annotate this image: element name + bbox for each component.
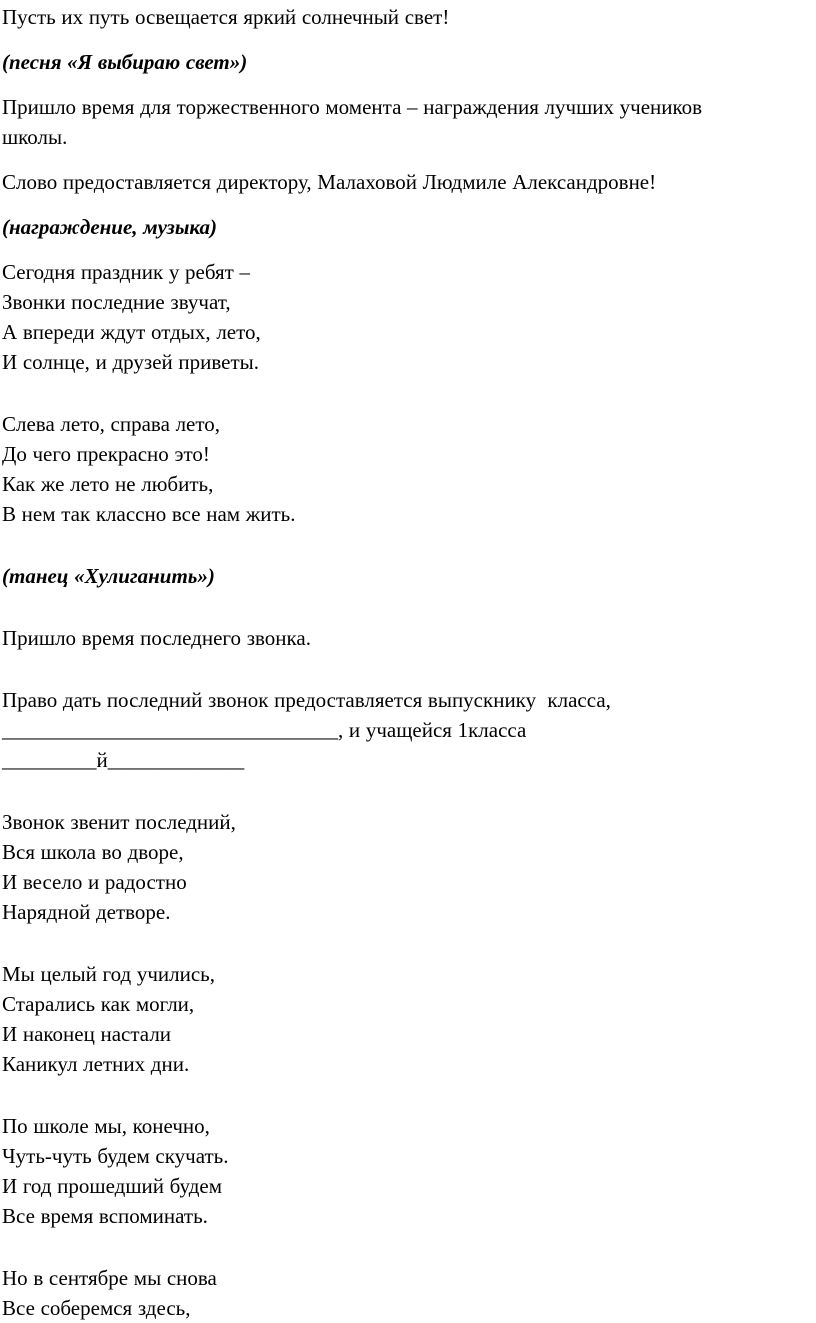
text-line: И наконец настали [2,1022,172,1046]
text-line: Пришло время для торжественного момента – награждения лучших учеников [2,95,703,119]
text-line: Звонки последние звучат, [2,290,231,314]
text-line: (награждение, музыка) [2,215,218,239]
text-line: Право дать последний звонок предоставляется выпускнику класса, [2,688,611,712]
stage-direction-paragraph [2,212,812,242]
text-paragraph [2,257,812,377]
document-body [2,2,812,1323]
text-line: Слово предоставляется директору, Малаховой Людмиле Александровне! [2,170,657,194]
text-line: Мы целый год учились, [2,962,216,986]
text-paragraph [2,1111,812,1231]
text-line: Чуть-чуть будем скучать. [2,1144,229,1168]
text-line: Как же лето не любить, [2,472,214,496]
text-line: И год прошедший будем [2,1174,222,1198]
text-line: Сегодня праздник у ребят – [2,260,250,284]
text-paragraph [2,92,812,152]
text-paragraph [2,807,812,927]
text-paragraph [2,1263,812,1323]
text-line: Все соберемся здесь, [2,1296,191,1320]
text-line: Все время вспоминать. [2,1204,208,1228]
text-line: А впереди ждут отдых, лето, [2,320,261,344]
text-line: Звонок звенит последний, [2,810,236,834]
text-line: Пришло время последнего звонка. [2,626,311,650]
text-line: Нарядной детворе. [2,900,171,924]
text-line: школы. [2,125,68,149]
text-paragraph [2,623,812,653]
stage-direction-paragraph [2,47,812,77]
text-line: ________________________________, и учащейся 1класса _________й_____________ [2,718,578,772]
text-paragraph [2,685,812,775]
text-line: Каникул летних дни. [2,1052,190,1076]
text-paragraph [2,167,812,197]
text-line: Вся школа во дворе, [2,840,184,864]
text-paragraph [2,409,812,529]
text-line: По школе мы, конечно, [2,1114,210,1138]
text-line: И весело и радостно [2,870,187,894]
text-line: Слева лето, справа лето, [2,412,221,436]
text-line: Пусть их путь освещается яркий солнечный свет! [2,5,450,29]
text-line: (танец «Хулиганить») [2,564,215,588]
stage-direction-paragraph [2,561,812,591]
text-line: В нем так классно все нам жить. [2,502,296,526]
text-line: Старались как могли, [2,992,195,1016]
text-line: До чего прекрасно это! [2,442,210,466]
text-line: И солнце, и друзей приветы. [2,350,260,374]
text-line: (песня «Я выбираю свет») [2,50,248,74]
text-paragraph [2,2,812,32]
text-paragraph [2,959,812,1079]
text-line: Но в сентябре мы снова [2,1266,217,1290]
